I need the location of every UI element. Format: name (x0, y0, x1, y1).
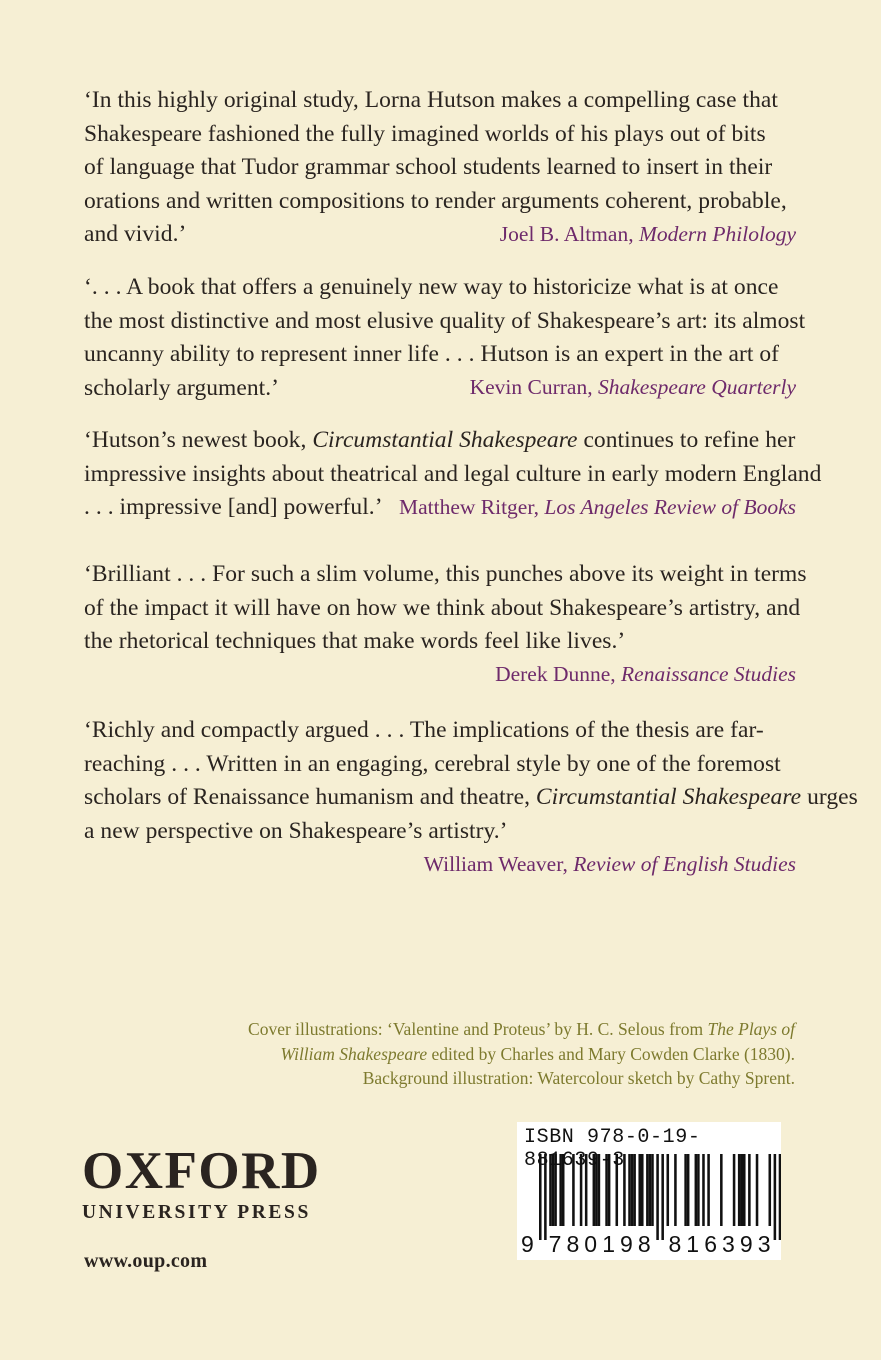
review-source: Modern Philology (638, 222, 796, 246)
publisher-url: www.oup.com (84, 1250, 208, 1272)
isbn-label: ISBN 978-0-19-881639-3 (524, 1126, 701, 1172)
review-attribution (424, 848, 796, 882)
barcode-digit: 6 (704, 1231, 717, 1257)
review-curran (84, 271, 806, 405)
quote-line: Shakespeare fashioned the fully imagined worlds of his plays out of bits (84, 120, 766, 147)
quote-text: continues to refine her (577, 427, 796, 453)
review-source: Los Angeles Review of Books (544, 495, 796, 519)
review-ritger (84, 424, 822, 525)
barcode-digit: 9 (521, 1231, 534, 1257)
review-source: Renaissance Studies (621, 662, 796, 686)
barcode-digit: 9 (620, 1231, 633, 1257)
publisher-subtitle: UNIVERSITY PRESS (82, 1202, 311, 1223)
quote-line: of language that Tudor grammar school students learned to insert in their (84, 154, 773, 180)
credits-text: Cover illustrations: ‘Valentine and Proteus’ by H. C. Selous from (248, 1019, 708, 1039)
quote-line: orations and written compositions to render arguments coherent, probable, (84, 187, 787, 214)
quote-line: scholarly argument.’ (84, 374, 280, 401)
quote-line: ‘. . . A book that offers a genuinely new way to historicize what is at once (84, 274, 779, 300)
review-altman (84, 84, 796, 252)
review-dunne (84, 558, 807, 686)
quote-line: and vivid.’ (84, 221, 187, 247)
quote-line: ‘Brilliant . . . For such a slim volume, this punches above its weight in terms (84, 561, 807, 587)
review-attribution (470, 371, 796, 405)
quote-line: the rhetorical techniques that make words feel like lives.’ (84, 628, 626, 654)
credits-title: The Plays of (707, 1019, 795, 1039)
quote-line: ‘Richly and compactly argued . . . The implications of the thesis are far- (84, 717, 764, 743)
barcode-digit: 9 (739, 1231, 753, 1257)
review-attribution (495, 658, 796, 692)
barcode-digit: 3 (757, 1231, 771, 1257)
review-quote (84, 558, 807, 659)
credits-line (195, 1042, 795, 1067)
barcode-digit: 1 (602, 1231, 615, 1257)
quote-line: the most distinctive and most elusive quality of Shakespeare’s art: its almost (84, 307, 806, 334)
quote-text: scholars of Renaissance humanism and theatre, (84, 784, 536, 810)
book-title: Circumstantial Shakespeare (535, 784, 802, 810)
quote-line (84, 424, 796, 458)
reviewer-name: Joel B. Altman, (499, 222, 639, 246)
review-quote (84, 714, 858, 848)
credits-line (195, 1017, 795, 1042)
barcode-digit: 1 (686, 1231, 700, 1257)
quote-line: ‘In this highly original study, Lorna Hutson makes a compelling case that (84, 87, 778, 113)
quote-line: reaching . . . Written in an engaging, cerebral style by one of the foremost (84, 750, 781, 777)
barcode-digit: 3 (722, 1231, 735, 1257)
quote-text: ‘Hutson’s newest book, (84, 427, 313, 453)
isbn-barcode (517, 1122, 781, 1260)
barcode-digit: 8 (566, 1231, 580, 1257)
review-attribution (500, 218, 796, 252)
credits-title: William Shakespeare (280, 1043, 428, 1064)
reviewer-name: Matthew Ritger, (398, 495, 545, 519)
reviewer-name: William Weaver, (423, 852, 574, 876)
book-title: Circumstantial Shakespeare (312, 427, 578, 453)
reviewer-name: Kevin Curran, (469, 375, 598, 399)
barcode-digit: 8 (668, 1231, 682, 1257)
review-source: Shakespeare Quarterly (597, 375, 796, 399)
quote-line: impressive insights about theatrical and legal culture in early modern England (84, 460, 822, 487)
quote-line: uncanny ability to represent inner life . . . Hutson is an expert in the art of (84, 341, 780, 367)
credits-text: edited by Charles and Mary Cowden Clarke (1830). (427, 1043, 795, 1064)
quote-line: of the impact it will have on how we think about Shakespeare’s artistry, and (84, 594, 801, 621)
credits-line: Background illustration: Watercolour sketch by Cathy Sprent. (362, 1068, 795, 1088)
barcode-digit: 7 (548, 1231, 562, 1257)
barcode-digit: 0 (584, 1231, 598, 1257)
publisher-name: OXFORD (82, 1142, 321, 1200)
review-weaver (84, 714, 858, 876)
quote-line: . . . impressive [and] powerful.’ (84, 494, 383, 520)
quote-line: a new perspective on Shakespeare’s artistry.’ (84, 817, 508, 844)
review-attribution (399, 491, 796, 525)
reviewer-name: Derek Dunne, (495, 662, 622, 686)
quote-line (84, 781, 858, 815)
quote-text: urges (801, 784, 858, 810)
cover-credits (195, 1017, 795, 1091)
barcode-digit: 8 (637, 1231, 651, 1257)
publisher-logo (82, 1143, 321, 1225)
review-source: Review of English Studies (573, 852, 796, 876)
